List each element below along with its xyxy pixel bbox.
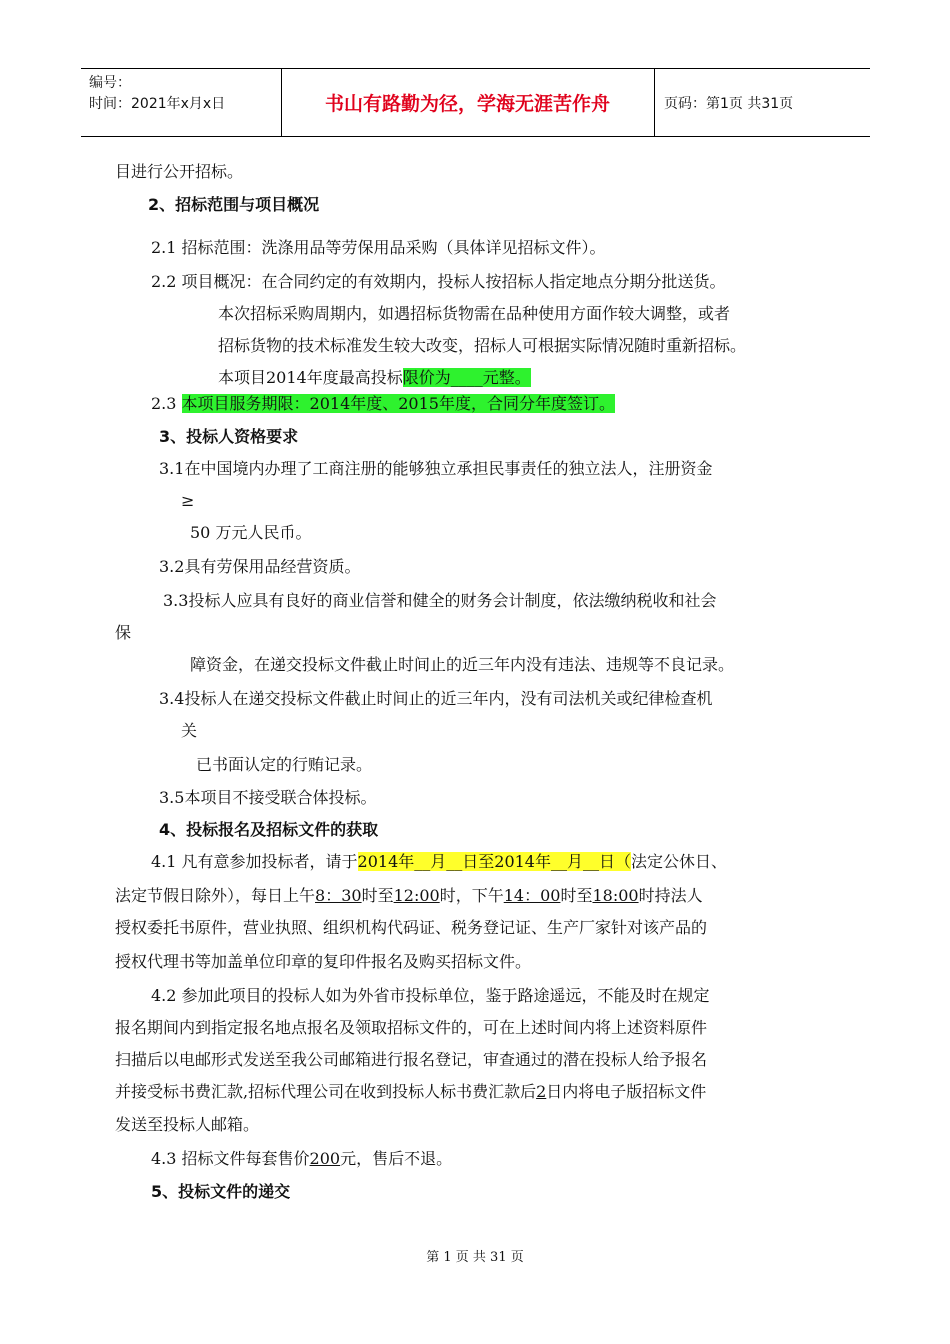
highlighted-text: 限价为____元整。 bbox=[402, 368, 531, 387]
section-heading: 4、投标报名及招标文件的获取 bbox=[159, 820, 379, 839]
underlined-text: 12:00 bbox=[393, 886, 440, 905]
text-run: 时持法人 bbox=[638, 886, 703, 905]
underlined-text: 8：30 bbox=[315, 886, 362, 905]
header-motto: 书山有路勤为径，学海无涯苦作舟 bbox=[324, 93, 610, 115]
text-run: 日内将电子版招标文件 bbox=[546, 1082, 707, 1101]
body-line: 报名期间内到指定报名地点报名及领取招标文件的，可在上述时间内将上述资料原件 bbox=[115, 1018, 708, 1037]
body-line: 扫描后以电邮形式发送至我公司邮箱进行报名登记，审查通过的潜在投标人给予报名 bbox=[115, 1050, 708, 1069]
text-run: 时至 bbox=[361, 886, 394, 905]
text-run: 法定公休日、 bbox=[631, 852, 728, 871]
text-run: 元，售后不退。 bbox=[340, 1149, 453, 1168]
text-run: 时，下午 bbox=[439, 886, 504, 905]
body-line: 关 bbox=[181, 721, 198, 740]
body-line: 授权代理书等加盖单位印章的复印件报名及购买招标文件。 bbox=[115, 952, 532, 971]
body-line: 3.2具有劳保用品经营资质。 bbox=[159, 557, 361, 576]
header-left bbox=[89, 73, 225, 115]
body-line bbox=[115, 884, 703, 908]
body-line: 3.5本项目不接受联合体投标。 bbox=[159, 788, 377, 807]
body-line: 授权委托书原件，营业执照、组织机构代码证、税务登记证、生产厂家针对该产品的 bbox=[115, 918, 708, 937]
body-line: 发送至投标人邮箱。 bbox=[115, 1115, 260, 1134]
text-run: 时至 bbox=[560, 886, 593, 905]
body-line: 2.1 招标范围：洗涤用品等劳保用品采购（具体详见招标文件）。 bbox=[151, 238, 606, 257]
section-heading: 2、招标范围与项目概况 bbox=[148, 195, 320, 214]
body-line: 3.4投标人在递交投标文件截止时间止的近三年内，没有司法机关或纪律检查机 bbox=[159, 689, 713, 708]
body-line: 障资金，在递交投标文件截止时间止的近三年内没有违法、违规等不良记录。 bbox=[190, 655, 735, 674]
text-run: 4.1 凡有意参加投标者，请于 bbox=[151, 852, 358, 871]
body-line bbox=[151, 850, 727, 874]
text-run: 本项目2014年度最高投标 bbox=[218, 368, 403, 387]
underlined-text: 18:00 bbox=[592, 886, 639, 905]
text-run: 法定节假日除外），每日上午 bbox=[115, 886, 316, 905]
text-run: 4.3 招标文件每套售价 bbox=[151, 1149, 310, 1168]
body-line: ≥ bbox=[181, 491, 195, 510]
body-line bbox=[115, 1080, 706, 1104]
body-line: 50 万元人民币。 bbox=[190, 523, 312, 542]
body-line: 招标货物的技术标准发生较大改变，招标人可根据实际情况随时重新招标。 bbox=[218, 336, 747, 355]
body-line: 4.2 参加此项目的投标人如为外省市投标单位，鉴于路途遥远，不能及时在规定 bbox=[151, 986, 710, 1005]
header-divider bbox=[654, 69, 655, 136]
underlined-text: 2 bbox=[536, 1082, 547, 1101]
highlighted-text: 本项目服务期限：2014年度、2015年度，合同分年度签订。 bbox=[181, 394, 615, 413]
highlighted-text: 2014年__月__日至2014年__月__日（ bbox=[357, 852, 631, 871]
text-run: 并接受标书费汇款,招标代理公司在收到投标人标书费汇款后 bbox=[115, 1082, 537, 1101]
body-line: 已书面认定的行贿记录。 bbox=[196, 755, 373, 774]
body-line: 本次招标采购周期内，如遇招标货物需在品种使用方面作较大调整，或者 bbox=[218, 304, 731, 323]
section-heading: 3、投标人资格要求 bbox=[159, 427, 299, 446]
number-label: 编号： bbox=[89, 75, 131, 91]
underlined-text: 200 bbox=[309, 1149, 341, 1168]
body-line: 保 bbox=[115, 623, 132, 642]
body-line: 2.2 项目概况：在合同约定的有效期内，投标人按招标人指定地点分期分批送货。 bbox=[151, 272, 726, 291]
page-header bbox=[81, 68, 870, 137]
body-line bbox=[218, 366, 531, 390]
body-line bbox=[151, 392, 615, 416]
underlined-text: 14：00 bbox=[503, 886, 561, 905]
body-line: 3.1在中国境内办理了工商注册的能够独立承担民事责任的独立法人，注册资金 bbox=[159, 459, 713, 478]
time-label: 时间：2021年x月x日 bbox=[89, 96, 226, 112]
body-line: 3.3投标人应具有良好的商业信誉和健全的财务会计制度，依法缴纳税收和社会 bbox=[163, 591, 717, 610]
page-footer: 第 1 页 共 31 页 bbox=[426, 1250, 524, 1265]
body-line bbox=[151, 1147, 452, 1171]
body-line: 目进行公开招标。 bbox=[115, 162, 244, 181]
section-heading: 5、投标文件的递交 bbox=[151, 1182, 291, 1201]
header-page-code: 页码：第1页 共31页 bbox=[664, 95, 794, 112]
text-run: 2.3 bbox=[151, 394, 182, 413]
